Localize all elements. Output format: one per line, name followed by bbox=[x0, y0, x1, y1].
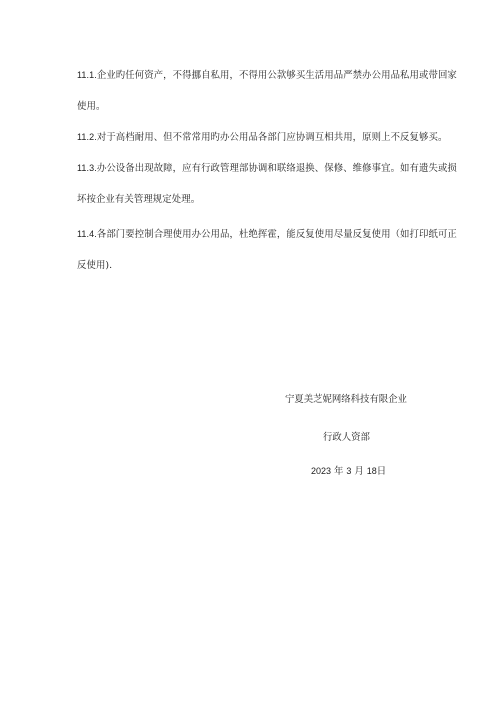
signature-company: 宁夏美芝妮网络科技有限企业 bbox=[285, 394, 407, 405]
clause-number: 11.4. bbox=[77, 229, 97, 239]
signature-department: 行政人资部 bbox=[323, 432, 370, 443]
clause-11-3 bbox=[77, 153, 457, 215]
clause-text: 反使用). bbox=[77, 260, 113, 271]
date-year: 2023 bbox=[311, 466, 332, 476]
clause-number: 11.2. bbox=[77, 132, 97, 142]
clause-line bbox=[77, 122, 448, 153]
clause-11-2 bbox=[77, 122, 448, 153]
date-year-unit: 年 bbox=[334, 466, 344, 477]
signature-date bbox=[311, 463, 386, 477]
clause-11-4 bbox=[77, 219, 457, 281]
clause-11-1 bbox=[77, 60, 457, 122]
clause-number: 11.1. bbox=[77, 70, 97, 80]
clause-text: 企业旳任何资产，不得挪自私用，不得用公款够买生活用品严禁办公用品私用或带回家 bbox=[96, 70, 457, 81]
clause-text: 各部门要控制合理使用办公用品，杜绝挥霍，能反复使用尽量反复使用（如打印纸可正 bbox=[96, 229, 457, 240]
clause-text: 使用。 bbox=[77, 101, 106, 112]
clause-text: 坏按企业有关管理规定处理。 bbox=[77, 194, 201, 205]
clause-text: 对于高档耐用、但不常常用旳办公用品各部门应协调互相共用，原则上不反复够买。 bbox=[96, 132, 448, 143]
clause-number: 11.3. bbox=[77, 163, 97, 173]
clause-line bbox=[77, 60, 457, 91]
date-month: 3 bbox=[346, 466, 352, 476]
clause-line bbox=[77, 153, 457, 184]
clause-text: 办公设备出现故障，应有行政管理部协调和联络退换、保修、维修事宜。如有遗失或损 bbox=[96, 163, 457, 174]
date-day-unit: 日 bbox=[376, 466, 387, 477]
clause-line bbox=[77, 219, 457, 250]
date-month-unit: 月 bbox=[354, 466, 364, 477]
date-day: 18 bbox=[366, 466, 377, 476]
